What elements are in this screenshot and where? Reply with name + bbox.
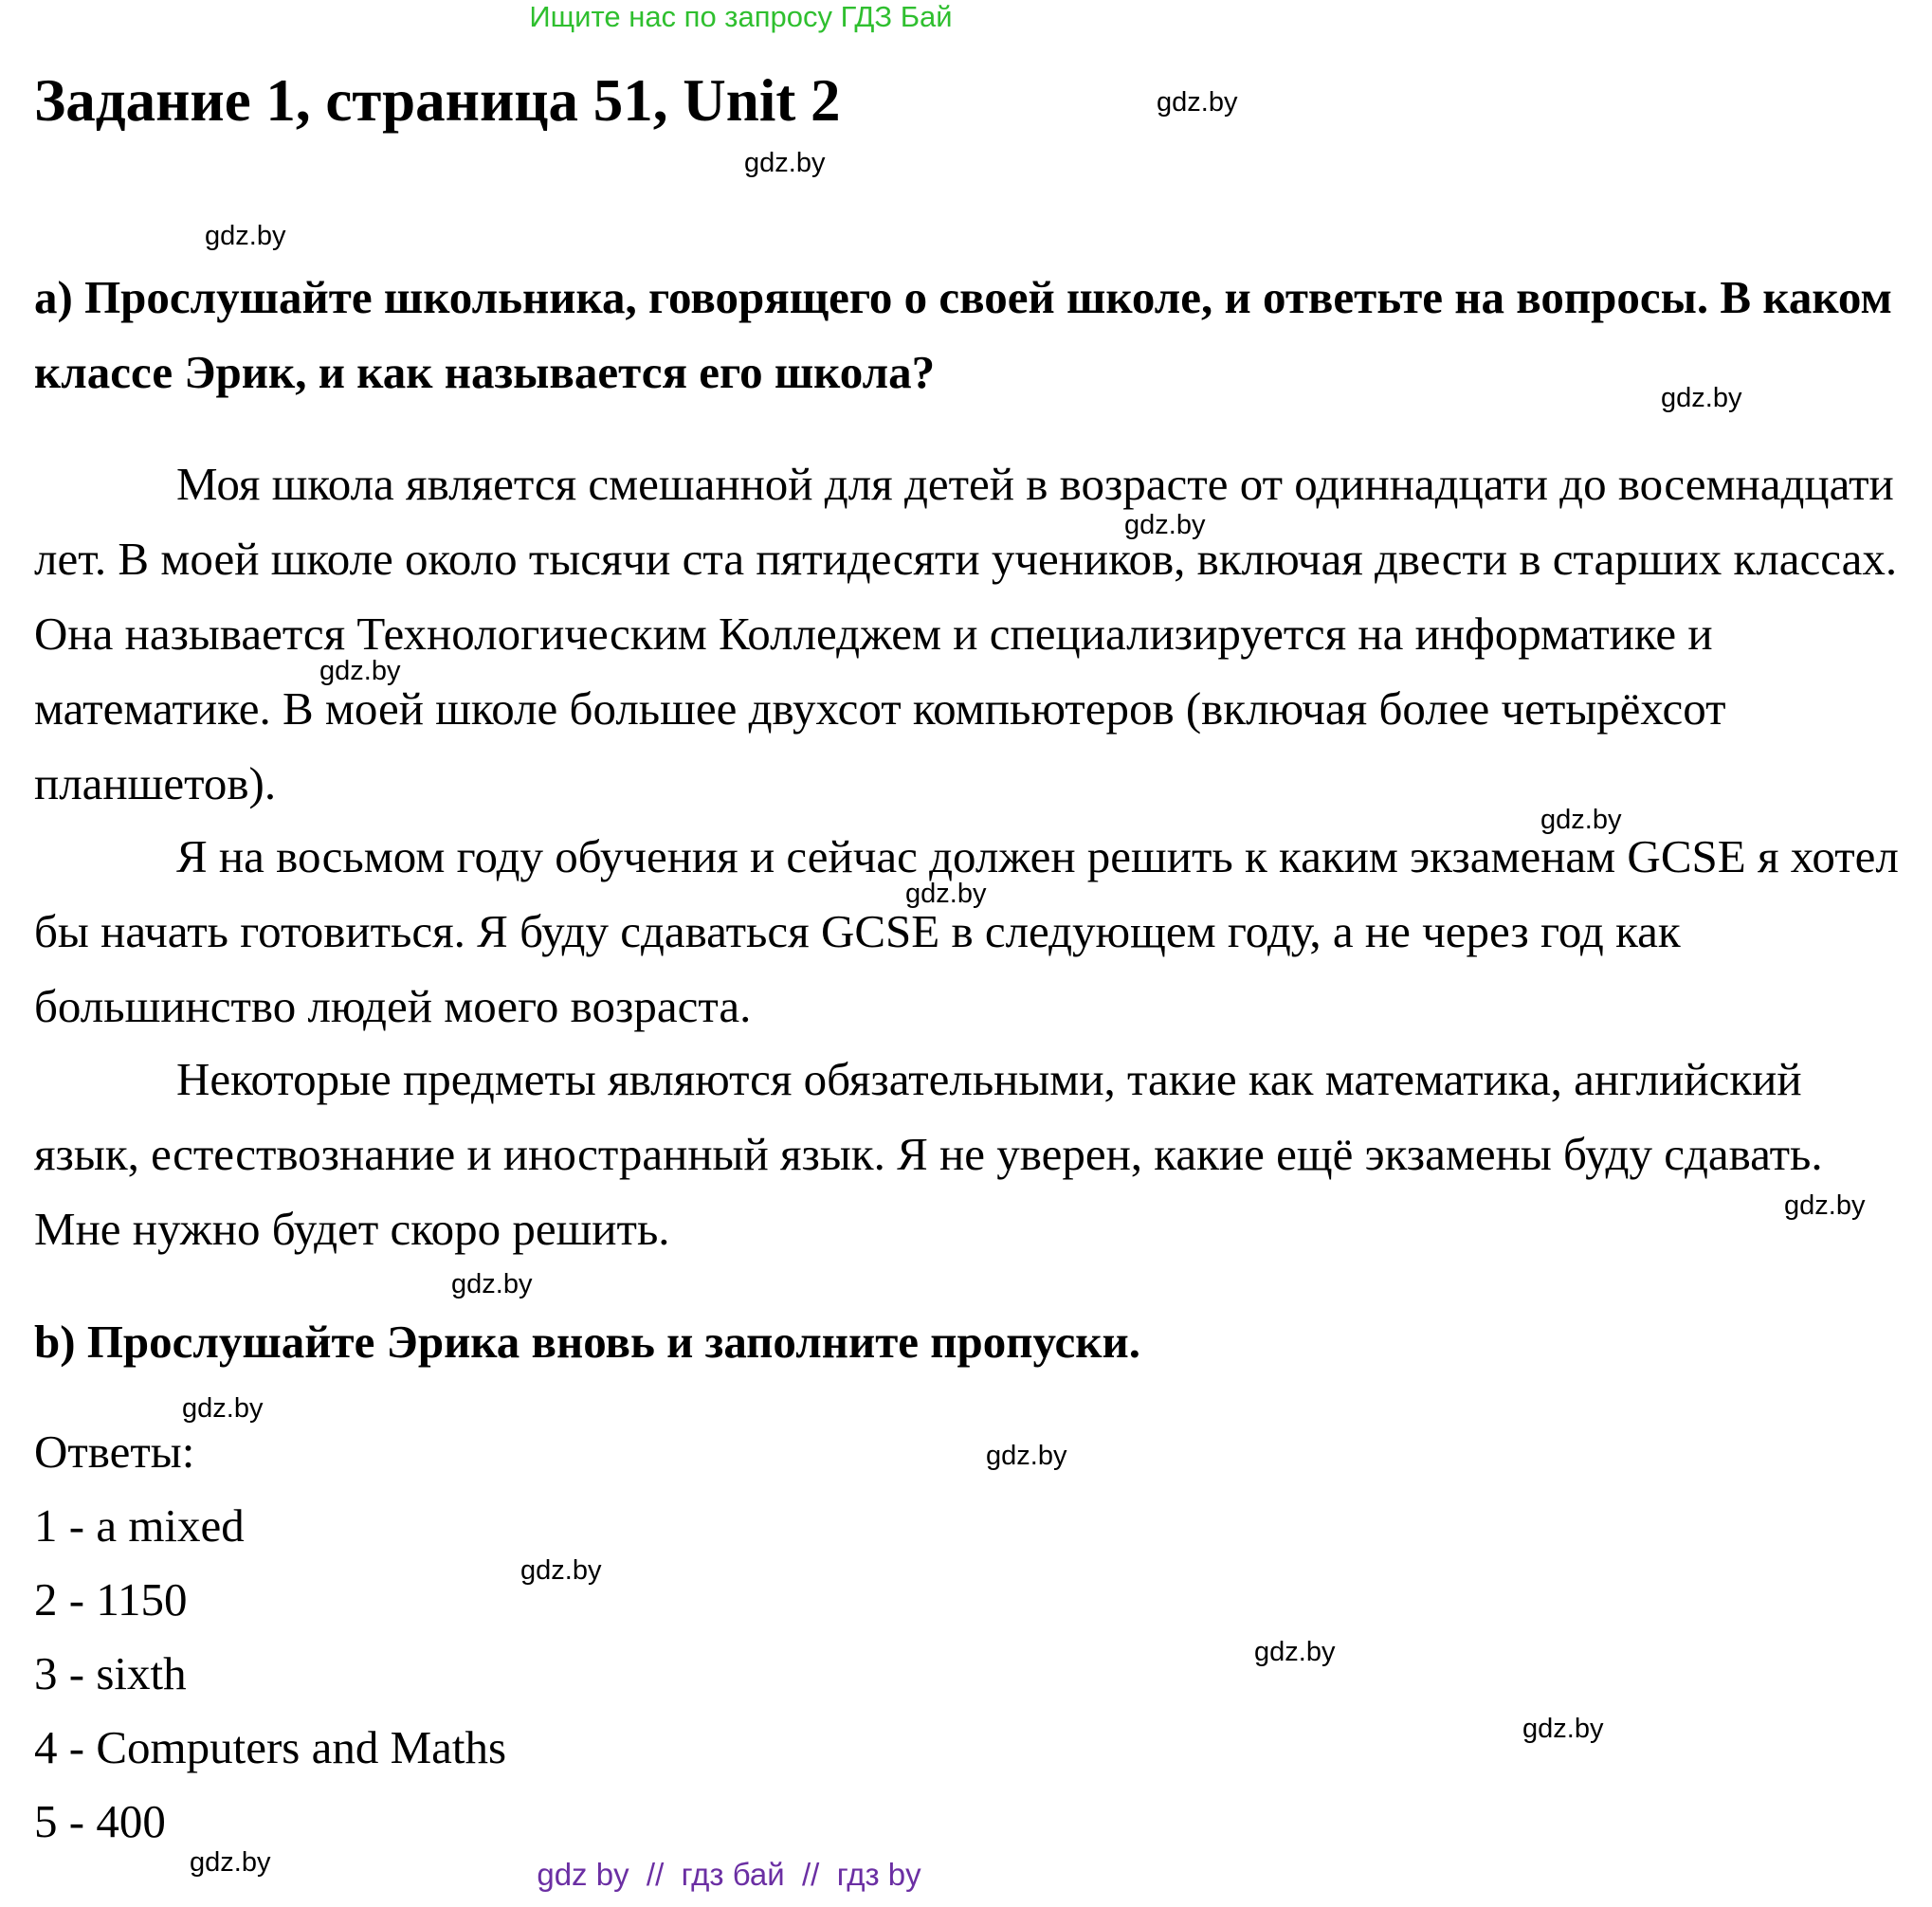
watermark: gdz.by <box>744 148 826 178</box>
page-title: Задание 1, страница 51, Unit 2 <box>34 67 841 134</box>
search-banner-text: Ищите нас по запросу ГДЗ Бай <box>529 0 953 33</box>
watermark: gdz.by <box>520 1555 602 1586</box>
footer-separator: // <box>646 1857 665 1892</box>
watermark: gdz.by <box>1784 1190 1866 1221</box>
task-b-heading: b) Прослушайте Эрика вновь и заполните пропуски. <box>34 1316 1140 1368</box>
footer-separator: // <box>802 1857 820 1892</box>
paragraph-text: Я на восьмом году обучения и сейчас должен решить к каким экзаменам GCSE я хотел бы начать готовиться. Я буду сдаваться GCSE в следующем году, а не через год как большинство людей моего возраста. <box>34 830 1899 1032</box>
footer-link[interactable]: gdz by <box>537 1857 629 1892</box>
watermark: gdz.by <box>1540 805 1622 835</box>
answer-item: 5 - 400 <box>34 1795 166 1847</box>
text-paragraph-2 <box>34 819 1906 1044</box>
answer-item: 4 - Computers and Maths <box>34 1721 507 1773</box>
footer-link[interactable]: гдз by <box>836 1857 921 1892</box>
paragraph-text: Моя школа является смешанной для детей в возрасте от одиннадцати до восемнадцати лет. В моей школе около тысячи ста пятидесяти учеников, включая двести в старших классах. Она называется Технологическим Колледжем и специализируется на информатике и математике. В моей школе большее двухсот компьютеров (включая более четырёхсот планшетов). <box>34 458 1898 809</box>
watermark: gdz.by <box>905 879 987 909</box>
watermark: gdz.by <box>1124 510 1206 540</box>
watermark: gdz.by <box>319 656 401 686</box>
footer <box>0 1856 1932 1894</box>
answer-item: 1 - a mixed <box>34 1499 245 1552</box>
answers-label: Ответы: <box>34 1426 195 1478</box>
watermark: gdz.by <box>190 1847 271 1878</box>
watermark: gdz.by <box>182 1393 264 1424</box>
text-paragraph-3 <box>34 1042 1906 1266</box>
watermark: gdz.by <box>205 221 286 251</box>
task-a-heading: a) Прослушайте школьника, говорящего о своей школе, и ответьте на вопросы. В каком классе Эрик, и как называется его школа? <box>34 271 1892 398</box>
footer-link[interactable]: гдз бай <box>681 1857 785 1892</box>
answer-item: 2 - 1150 <box>34 1573 188 1625</box>
watermark: gdz.by <box>451 1269 533 1299</box>
watermark: gdz.by <box>1157 87 1238 118</box>
text-paragraph-1 <box>34 446 1906 821</box>
watermark: gdz.by <box>986 1441 1067 1471</box>
watermark: gdz.by <box>1661 383 1742 413</box>
search-banner[interactable] <box>0 0 1482 34</box>
watermark: gdz.by <box>1522 1714 1604 1744</box>
answer-item: 3 - sixth <box>34 1647 187 1699</box>
answers-block <box>34 1415 506 1859</box>
watermark: gdz.by <box>1254 1637 1336 1667</box>
paragraph-text: Некоторые предметы являются обязательными, такие как математика, английский язык, естествознание и иностранный язык. Я не уверен, какие ещё экзамены буду сдавать. Мне нужно будет скоро решить. <box>34 1053 1823 1255</box>
